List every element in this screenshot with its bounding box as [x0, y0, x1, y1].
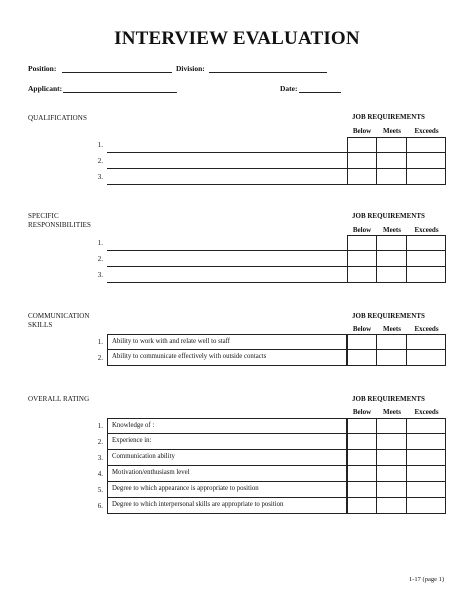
row-entry-line[interactable] — [107, 251, 347, 267]
row-entry-line[interactable] — [107, 137, 347, 153]
section-1-col-below: Below — [352, 127, 372, 135]
rating-cell-below[interactable] — [347, 350, 377, 366]
row-number: 4. — [97, 470, 103, 478]
row-criterion: Degree to which appearance is appropriate to position — [107, 482, 347, 498]
row-criterion: Degree to which interpersonal skills are appropriate to position — [107, 498, 347, 514]
section-3-label: COMMUNICATION SKILLS — [28, 312, 90, 329]
rating-cell-exceeds[interactable] — [407, 450, 446, 466]
rating-cell-exceeds[interactable] — [407, 334, 446, 350]
row-number: 2. — [97, 438, 103, 446]
section-4-job-requirements-label: JOB REQUIREMENTS — [352, 395, 425, 403]
section-3-col-meets: Meets — [383, 325, 401, 333]
form-code: 1-17 — [409, 576, 421, 583]
row-criterion: Ability to work with and relate well to staff — [107, 334, 347, 350]
section-1-job-requirements-label: JOB REQUIREMENTS — [352, 113, 425, 121]
rating-cell-below[interactable] — [347, 466, 377, 482]
row-number: 1. — [97, 141, 103, 149]
rating-cell-meets[interactable] — [377, 267, 407, 283]
row-number: 1. — [97, 239, 103, 247]
row-number: 2. — [97, 255, 103, 263]
rating-cell-exceeds[interactable] — [407, 482, 446, 498]
rating-cell-meets[interactable] — [377, 153, 407, 169]
rating-cell-meets[interactable] — [377, 434, 407, 450]
rating-cell-below[interactable] — [347, 434, 377, 450]
rating-cell-exceeds[interactable] — [407, 153, 446, 169]
rating-cell-meets[interactable] — [377, 450, 407, 466]
row-entry-line[interactable] — [107, 153, 347, 169]
rating-cell-exceeds[interactable] — [407, 235, 446, 251]
rating-cell-meets[interactable] — [377, 350, 407, 366]
rating-cell-below[interactable] — [347, 418, 377, 434]
rating-cell-meets[interactable] — [377, 334, 407, 350]
section-2-job-requirements-label: JOB REQUIREMENTS — [352, 212, 425, 220]
section-1-label: QUALIFICATIONS — [28, 114, 87, 122]
rating-cell-exceeds[interactable] — [407, 137, 446, 153]
rating-cell-exceeds[interactable] — [407, 169, 446, 185]
row-criterion: Communication ability — [107, 450, 347, 466]
rating-cell-meets[interactable] — [377, 482, 407, 498]
rating-cell-below[interactable] — [347, 498, 377, 514]
rating-cell-meets[interactable] — [377, 498, 407, 514]
page-number: (page 1) — [422, 576, 445, 583]
row-number: 3. — [97, 454, 103, 462]
section-4-col-below: Below — [352, 408, 372, 416]
rating-cell-below[interactable] — [347, 482, 377, 498]
division-field[interactable] — [209, 72, 327, 73]
rating-cell-below[interactable] — [347, 267, 377, 283]
row-number: 3. — [97, 173, 103, 181]
section-2-col-exceeds: Exceeds — [414, 226, 439, 234]
row-number: 1. — [97, 338, 103, 346]
rating-cell-meets[interactable] — [377, 137, 407, 153]
rating-cell-exceeds[interactable] — [407, 267, 446, 283]
row-criterion: Experience in: — [107, 434, 347, 450]
rating-cell-exceeds[interactable] — [407, 418, 446, 434]
applicant-field[interactable] — [63, 92, 177, 93]
section-2-label: SPECIFIC RESPONSIBILITIES — [28, 212, 92, 229]
row-entry-line[interactable] — [107, 169, 347, 185]
rating-cell-below[interactable] — [347, 334, 377, 350]
page-title: INTERVIEW EVALUATION — [114, 28, 360, 49]
section-3-job-requirements-label: JOB REQUIREMENTS — [352, 312, 425, 320]
page-footer — [409, 576, 444, 583]
date-field[interactable] — [299, 92, 341, 93]
rating-cell-below[interactable] — [347, 450, 377, 466]
section-4-label: OVERALL RATING — [28, 395, 90, 403]
rating-cell-exceeds[interactable] — [407, 466, 446, 482]
rating-cell-exceeds[interactable] — [407, 251, 446, 267]
row-number: 5. — [97, 486, 103, 494]
rating-cell-meets[interactable] — [377, 466, 407, 482]
applicant-label: Applicant: — [28, 84, 63, 93]
rating-cell-meets[interactable] — [377, 418, 407, 434]
row-number: 3. — [97, 271, 103, 279]
row-criterion: Knowledge of : — [107, 418, 347, 434]
rating-cell-exceeds[interactable] — [407, 498, 446, 514]
row-number: 1. — [97, 422, 103, 430]
rating-cell-below[interactable] — [347, 251, 377, 267]
row-entry-line[interactable] — [107, 267, 347, 283]
row-number: 2. — [97, 157, 103, 165]
position-label: Position: — [28, 64, 57, 73]
section-4-col-exceeds: Exceeds — [414, 408, 439, 416]
rating-cell-below[interactable] — [347, 153, 377, 169]
row-number: 2. — [97, 354, 103, 362]
section-2-col-meets: Meets — [383, 226, 401, 234]
rating-cell-meets[interactable] — [377, 169, 407, 185]
section-3-col-exceeds: Exceeds — [414, 325, 439, 333]
rating-cell-exceeds[interactable] — [407, 350, 446, 366]
section-2-col-below: Below — [352, 226, 372, 234]
division-label: Division: — [176, 64, 205, 73]
date-label: Date: — [280, 84, 298, 93]
row-criterion: Ability to communicate effectively with outside contacts — [107, 350, 347, 366]
rating-cell-below[interactable] — [347, 169, 377, 185]
row-number: 6. — [97, 502, 103, 510]
position-field[interactable] — [62, 72, 172, 73]
rating-cell-below[interactable] — [347, 137, 377, 153]
rating-cell-below[interactable] — [347, 235, 377, 251]
rating-cell-exceeds[interactable] — [407, 434, 446, 450]
row-criterion: Motivation/enthusiasm level — [107, 466, 347, 482]
section-4-col-meets: Meets — [383, 408, 401, 416]
row-entry-line[interactable] — [107, 235, 347, 251]
rating-cell-meets[interactable] — [377, 251, 407, 267]
section-3-col-below: Below — [352, 325, 372, 333]
section-1-col-meets: Meets — [383, 127, 401, 135]
section-1-col-exceeds: Exceeds — [414, 127, 439, 135]
rating-cell-meets[interactable] — [377, 235, 407, 251]
